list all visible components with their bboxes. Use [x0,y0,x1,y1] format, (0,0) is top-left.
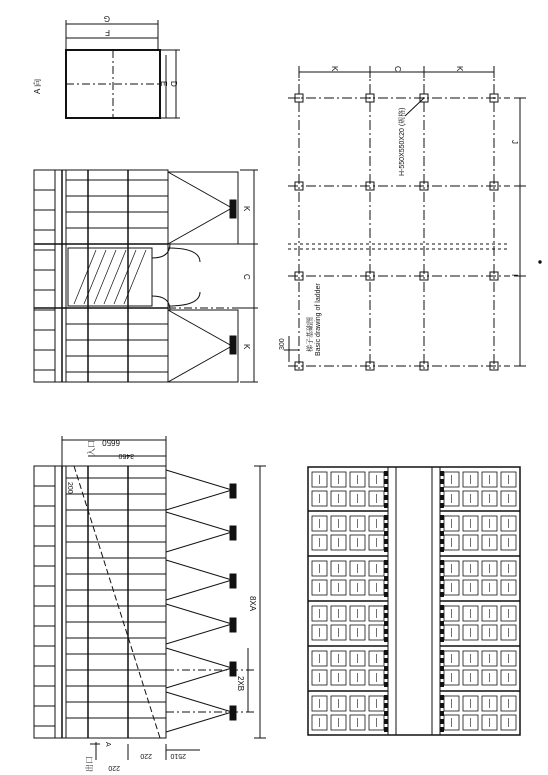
pulse-valve [440,621,444,626]
pulse-valve [384,727,388,732]
pulse-valve [440,539,444,544]
pulse-valve [440,576,444,581]
pulse-valve [384,637,388,642]
pulse-valve [440,666,444,671]
pulse-valve [384,584,388,589]
dim-g-label: G [103,14,110,23]
pulse-valve [384,503,388,508]
ladder-base-title-cn: 梯子基础图 [307,317,314,352]
pulse-valve [384,576,388,581]
pulse-valve [384,523,388,528]
pulse-valve [440,471,444,476]
pulse-valve [384,666,388,671]
pulse-valve [440,637,444,642]
plan-dim-i: I [510,274,519,277]
plan-dim-k-left: K [330,66,339,72]
pulse-valve [440,629,444,634]
pulse-valve [440,719,444,724]
dim-c-label: C [242,274,251,280]
dim-220-label: 220 [140,752,152,759]
plan-dim-k-right: K [455,66,464,72]
dim-f-label: F [105,28,110,37]
pulse-valve [440,584,444,589]
pulse-valve [384,650,388,655]
pulse-valve [384,487,388,492]
pulse-valve [440,727,444,732]
pulse-valve [384,592,388,597]
dim-total-8xa: 8XA [248,596,257,612]
pulse-valve [384,719,388,724]
pulse-valve [384,547,388,552]
inlet-label: 入口 [87,440,96,456]
pulse-valve [384,621,388,626]
ladder-dim-300: 300 [279,338,286,350]
mark-a-label: A [104,742,111,747]
top-view [66,20,180,118]
dim-d-label: D [169,81,178,87]
side-view [34,170,258,382]
pulse-valve [440,531,444,536]
dim-2510-label: 2510 [170,752,186,759]
pulse-valve [384,674,388,679]
dim-6650-label: 6650 [102,438,120,447]
section-mark-a: A 向 [33,78,42,94]
pulse-valve [440,711,444,716]
pulse-valve [384,539,388,544]
outlet-label: 出口 [85,756,94,772]
pulse-valve [384,495,388,500]
pulse-valve [440,560,444,565]
bag-plan [308,467,520,735]
pulse-valve [440,695,444,700]
pulse-valve [440,523,444,528]
pulse-valve [384,568,388,573]
column-plan [284,66,541,372]
dim-2xb-label: 2XB [236,676,245,692]
pulse-valve [440,674,444,679]
pulse-valve [440,547,444,552]
dim-3450-label: 3450 [118,452,134,459]
pulse-valve [440,682,444,687]
dim-200-label: 200 [66,482,73,494]
plan-dim-j: J [510,140,519,144]
pulse-valve [384,479,388,484]
pulse-valve [384,531,388,536]
pulse-valve [440,568,444,573]
pulse-valve [440,503,444,508]
dim-220b-label: 220 [108,764,120,771]
pulse-valve [384,695,388,700]
pulse-valve [440,495,444,500]
plan-dim-c: C [393,66,402,72]
pulse-valve [384,711,388,716]
pulse-valve [384,703,388,708]
dim-e-label: E [159,81,168,87]
pulse-valve [440,479,444,484]
pulse-valve [440,658,444,663]
pulse-valve [440,703,444,708]
pulse-valve [440,487,444,492]
pulse-valve [384,560,388,565]
pulse-valve [440,605,444,610]
pulse-valve [384,613,388,618]
pulse-valve [440,592,444,597]
column-spec-note: H-550X550X20 (规格) [399,107,406,176]
pulse-valve [440,613,444,618]
dim-k-top-label: K [242,206,251,212]
pulse-valve [440,650,444,655]
pulse-valve [384,471,388,476]
pulse-valve [384,515,388,520]
pulse-valve [384,658,388,663]
pulse-valve [384,682,388,687]
ladder-base-title-en: Basic drawing of ladder [315,283,322,356]
pulse-valve [384,629,388,634]
pulse-valve [440,515,444,520]
dim-k-bottom-label: K [242,344,251,350]
pulse-valve [384,605,388,610]
